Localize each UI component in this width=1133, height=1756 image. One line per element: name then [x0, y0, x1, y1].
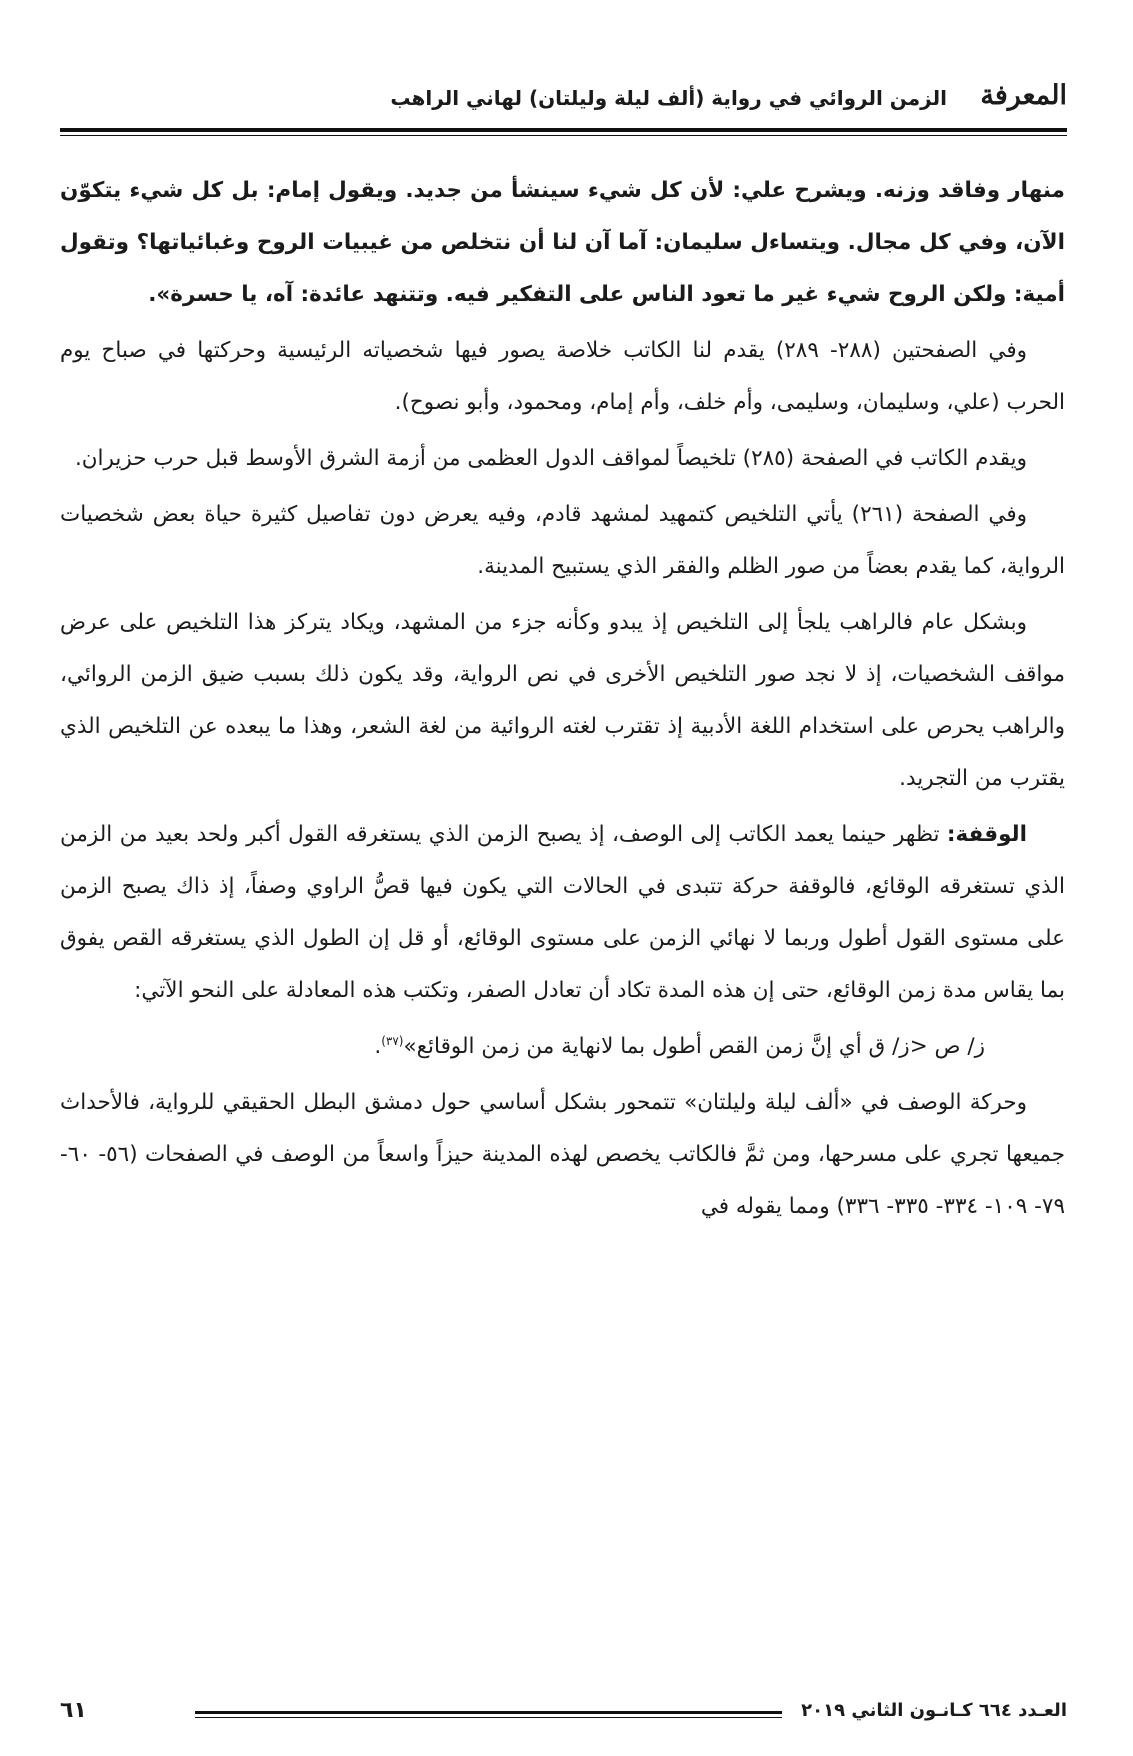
paragraph: وبشكل عام فالراهب يلجأ إلى التلخيص إذ يبدو وكأنه جزء من المشهد، ويكاد يتركز هذا التلخيص على عرض مواقف الشخصيات، إذ لا نجد صور التلخيص الأخرى في نص الرواية، وقد يكون ذلك بسبب ضيق الزمن الروائي، والراهب يحرص على استخدام اللغة الأدبية إذ تقترب لغته الروائية من لغة الشعر، وهذا ما يبعده عن التلخيص الذي يقترب من التجريد.: [60, 610, 1065, 791]
footer-rule-thin: [195, 1717, 782, 1718]
paragraph: وفي الصفحة (٢٦١) يأتي التلخيص كتمهيد لمشهد قادم، وفيه يعرض دون تفاصيل كثيرة حياة بعض شخصيات الرواية، كما يقدم بعضاً من صور الظلم والفقر الذي يستبيح المدينة.: [60, 502, 1065, 579]
formula-line: [60, 1021, 1065, 1073]
header-rule-thin: [60, 135, 1067, 136]
paragraph: ويقدم الكاتب في الصفحة (٢٨٥) تلخيصاً لمواقف الدول العظمى من أزمة الشرق الأوسط قبل حرب حزيران.: [74, 446, 1027, 471]
waqfa-text: تظهر حينما يعمد الكاتب إلى الوصف، إذ يصبح الزمن الذي يستغرقه القول أكبر ولحد بعيد من الزمن الذي تستغرقه الوقائع، فالوقفة حركة تتبدى في الحالات التي يكون فيها قصُّ الراوي وصفاً، إذ ذاك يصبح الزمن على مستوى القول أطول وربما لا نهائي الزمن على مستوى الوقائع، أو قل إن الطول الذي يستغرقه القص يفوق بما يقاس مدة زمن الوقائع، حتى إن هذه المدة تكاد أن تعادل الصفر، وتكتب هذه المعادلة على النحو الآتي:: [60, 822, 1065, 1003]
waqfa-term: الوقفة:: [946, 822, 1027, 847]
paragraph-quote: منهار وفاقد وزنه. ويشرح علي: لأن كل شيء سينشأ من جديد. ويقول إمام: بل كل شيء يتكوّن الآن، وفي كل مجال. ويتساءل سليمان: آما آن لنا أن نتخلص من غيبيات الروح وغبائياتها؟ وتقول أمية: ولكن الروح شيء غير ما تعود الناس على التفكير فيه. وتتنهد عائدة: آه، يا حسرة».: [60, 178, 1065, 307]
issue-label: العـدد ٦٦٤ كـانـون الثاني ٢٠١٩: [801, 1700, 1067, 1721]
paragraph: وحركة الوصف في «ألف ليلة وليلتان» تتمحور بشكل أساسي حول دمشق البطل الحقيقي للرواية، فالأحداث جميعها تجري على مسرحها، ومن ثمَّ فالكاتب يخصص لهذه المدينة حيزاً واسعاً من الوصف في الصفحات (٥٦- ٦٠- ٧٩- ١٠٩- ٣٣٤- ٣٣٥- ٣٣٦) ومما يقوله في: [60, 1090, 1065, 1219]
footer-rule-thick: [195, 1711, 782, 1714]
footnote-ref: (٣٧): [381, 1033, 404, 1048]
formula-text: ز/ ص <ز/ ق أي إنَّ زمن القص أطول بما لانهاية من زمن الوقائع»: [403, 1034, 985, 1059]
header-rule-thick: [60, 128, 1067, 132]
page-footer: [60, 1700, 1067, 1734]
magazine-logo: المعرفة: [980, 80, 1067, 111]
running-title: الزمن الروائي في رواية (ألف ليلة وليلتان) لهاني الراهب: [390, 86, 947, 110]
page-number: ٦١: [60, 1698, 87, 1723]
article-body: [60, 165, 1065, 1640]
paragraph-waqfa: [60, 809, 1065, 1017]
formula-end: .: [374, 1034, 382, 1059]
page-header: [60, 78, 1067, 118]
paragraph: وفي الصفحتين (٢٨٨- ٢٨٩) يقدم لنا الكاتب خلاصة يصور فيها شخصياته الرئيسية وحركتها في صباح يوم الحرب (علي، وسليمان، وسليمى، وأم خلف، وأم إمام، ومحمود، وأبو نصوح).: [60, 338, 1065, 415]
